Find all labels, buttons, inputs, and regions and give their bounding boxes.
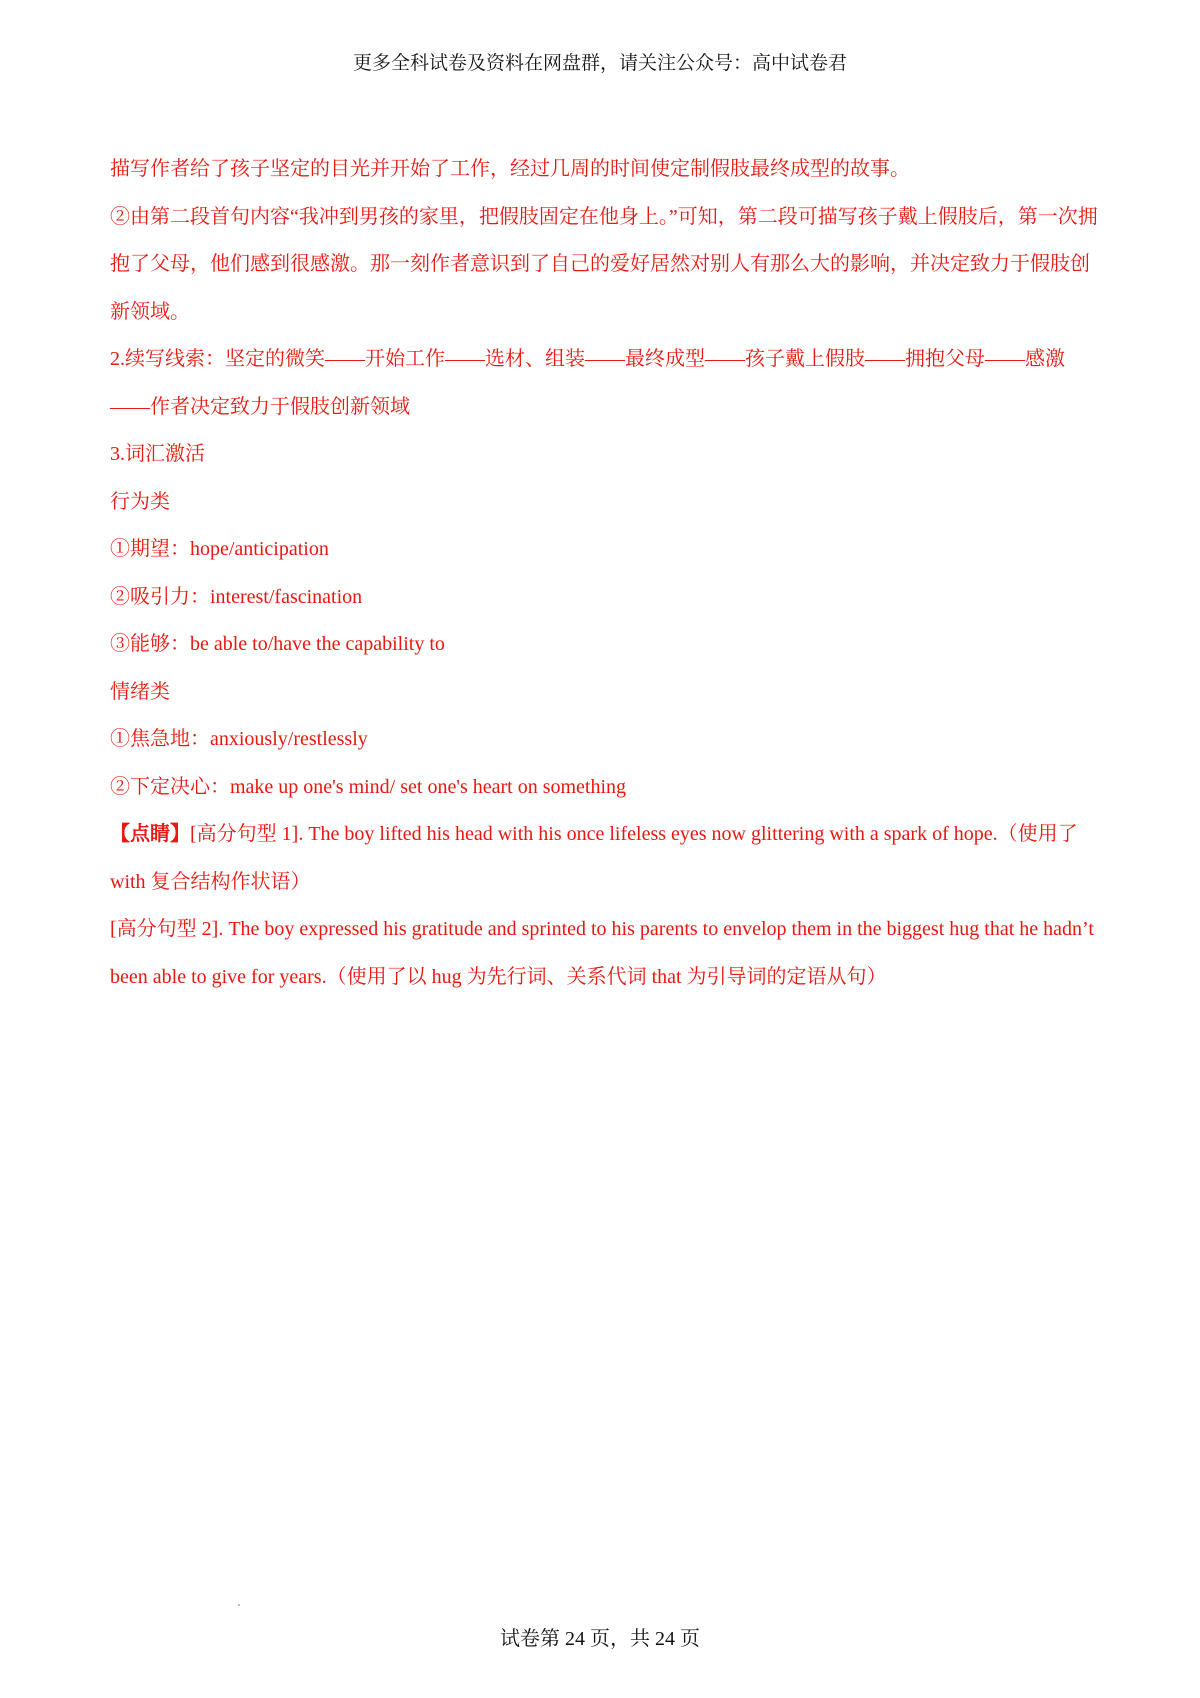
highlight-sentence-1 — [110, 811, 1102, 906]
scan-dot — [238, 1604, 240, 1606]
emotion-category-title: 情绪类 — [110, 680, 170, 703]
emotion-item: ①焦急地：anxiously/restlessly — [110, 728, 368, 750]
behavior-item: ①期望：hope/anticipation — [110, 538, 329, 560]
paragraph-2-analysis: ②由第二段首句内容“我冲到男孩的家里，把假肢固定在他身上。”可知，第二段可描写孩子戴上假肢后，第一次拥抱了父母，他们感到很感激。那一刻作者意识到了自己的爱好居然对别人有那么大的影响，并决定致力于假肢创新领域。 — [110, 205, 1098, 323]
emotion-item: ②下定决心：make up one's mind/ set one's heart on something — [110, 775, 627, 798]
highlight-label: 【点睛】 — [110, 823, 190, 845]
sentence-1-text: [高分句型 1]. The boy lifted his head with his once lifeless eyes now glittering with a spark of hope.（使用了 with 复合结构作状语） — [110, 823, 1078, 893]
highlight-sentence-2: [高分句型 2]. The boy expressed his gratitude and sprinted to his parents to envelop them in the biggest hug that he hadn’t been able to give for years.（使用了以 hug 为先行词、关系代词 that 为引导词的定语从句） — [110, 918, 1094, 988]
page-footer: 试卷第 24 页，共 24 页 — [500, 1628, 700, 1650]
answer-analysis-content — [110, 146, 1102, 1001]
behavior-item: ②吸引力：interest/fascination — [110, 585, 363, 608]
behavior-item: ③能够：be able to/have the capability to — [110, 633, 445, 655]
paragraph-1-summary: 描写作者给了孩子坚定的目光并开始了工作，经过几周的时间使定制假肢最终成型的故事。 — [110, 158, 910, 180]
continuation-clues: 2.续写线索：坚定的微笑——开始工作——选材、组装——最终成型——孩子戴上假肢——拥抱父母——感激——作者决定致力于假肢创新领域 — [110, 348, 1065, 418]
behavior-category-title: 行为类 — [110, 490, 170, 513]
page-header: 更多全科试卷及资料在网盘群，请关注公众号：高中试卷君 — [352, 53, 847, 74]
vocabulary-section-title: 3.词汇激活 — [110, 443, 205, 465]
